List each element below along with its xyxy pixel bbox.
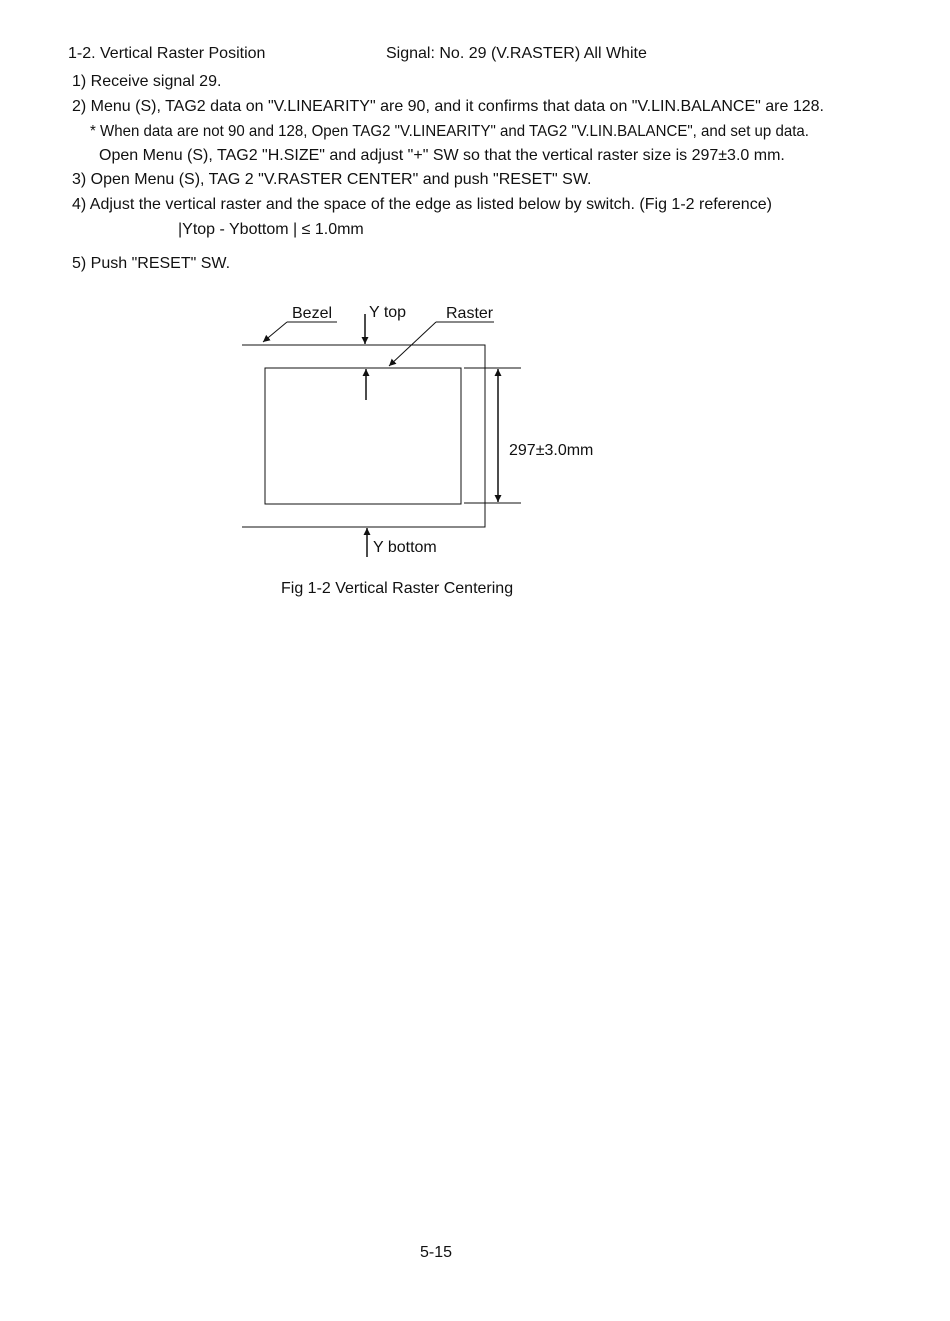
step-2: 2) Menu (S), TAG2 data on "V.LINEARITY" are 90, and it confirms that data on "V.LIN.BALANCE" are 128.: [72, 98, 824, 115]
bezel-leader-arrow: [263, 322, 287, 342]
raster-centering-diagram: [0, 0, 950, 640]
tolerance-formula: |Ytop - Ybottom | ≤ 1.0mm: [178, 221, 364, 238]
dimension-label: 297±3.0mm: [509, 442, 594, 459]
raster-rectangle: [265, 368, 461, 504]
step-5: 5) Push "RESET" SW.: [72, 255, 231, 272]
step-1: 1) Receive signal 29.: [72, 73, 222, 90]
ytop-label: Y top: [369, 304, 407, 321]
section-title: 1-2. Vertical Raster Position: [68, 45, 266, 62]
page-number: 5-15: [420, 1244, 453, 1261]
step-2-note-continued: Open Menu (S), TAG2 "H.SIZE" and adjust "+" SW so that the vertical raster size is 297±3.0 mm.: [99, 147, 785, 164]
figure-caption: Fig 1-2 Vertical Raster Centering: [281, 580, 514, 597]
bezel-label: Bezel: [292, 305, 333, 322]
signal-info: Signal: No. 29 (V.RASTER) All White: [386, 45, 647, 62]
step-2-note: * When data are not 90 and 128, Open TAG2 "V.LINEARITY" and TAG2 "V.LIN.BALANCE", and set up data.: [90, 123, 809, 140]
raster-label: Raster: [446, 305, 494, 322]
raster-leader-arrow: [389, 322, 436, 366]
step-3: 3) Open Menu (S), TAG 2 "V.RASTER CENTER" and push "RESET" SW.: [72, 171, 592, 188]
step-4: 4) Adjust the vertical raster and the space of the edge as listed below by switch. (Fig 1-2 reference): [72, 196, 772, 213]
bezel-outline: [242, 345, 485, 527]
ybottom-label: Y bottom: [373, 539, 437, 556]
